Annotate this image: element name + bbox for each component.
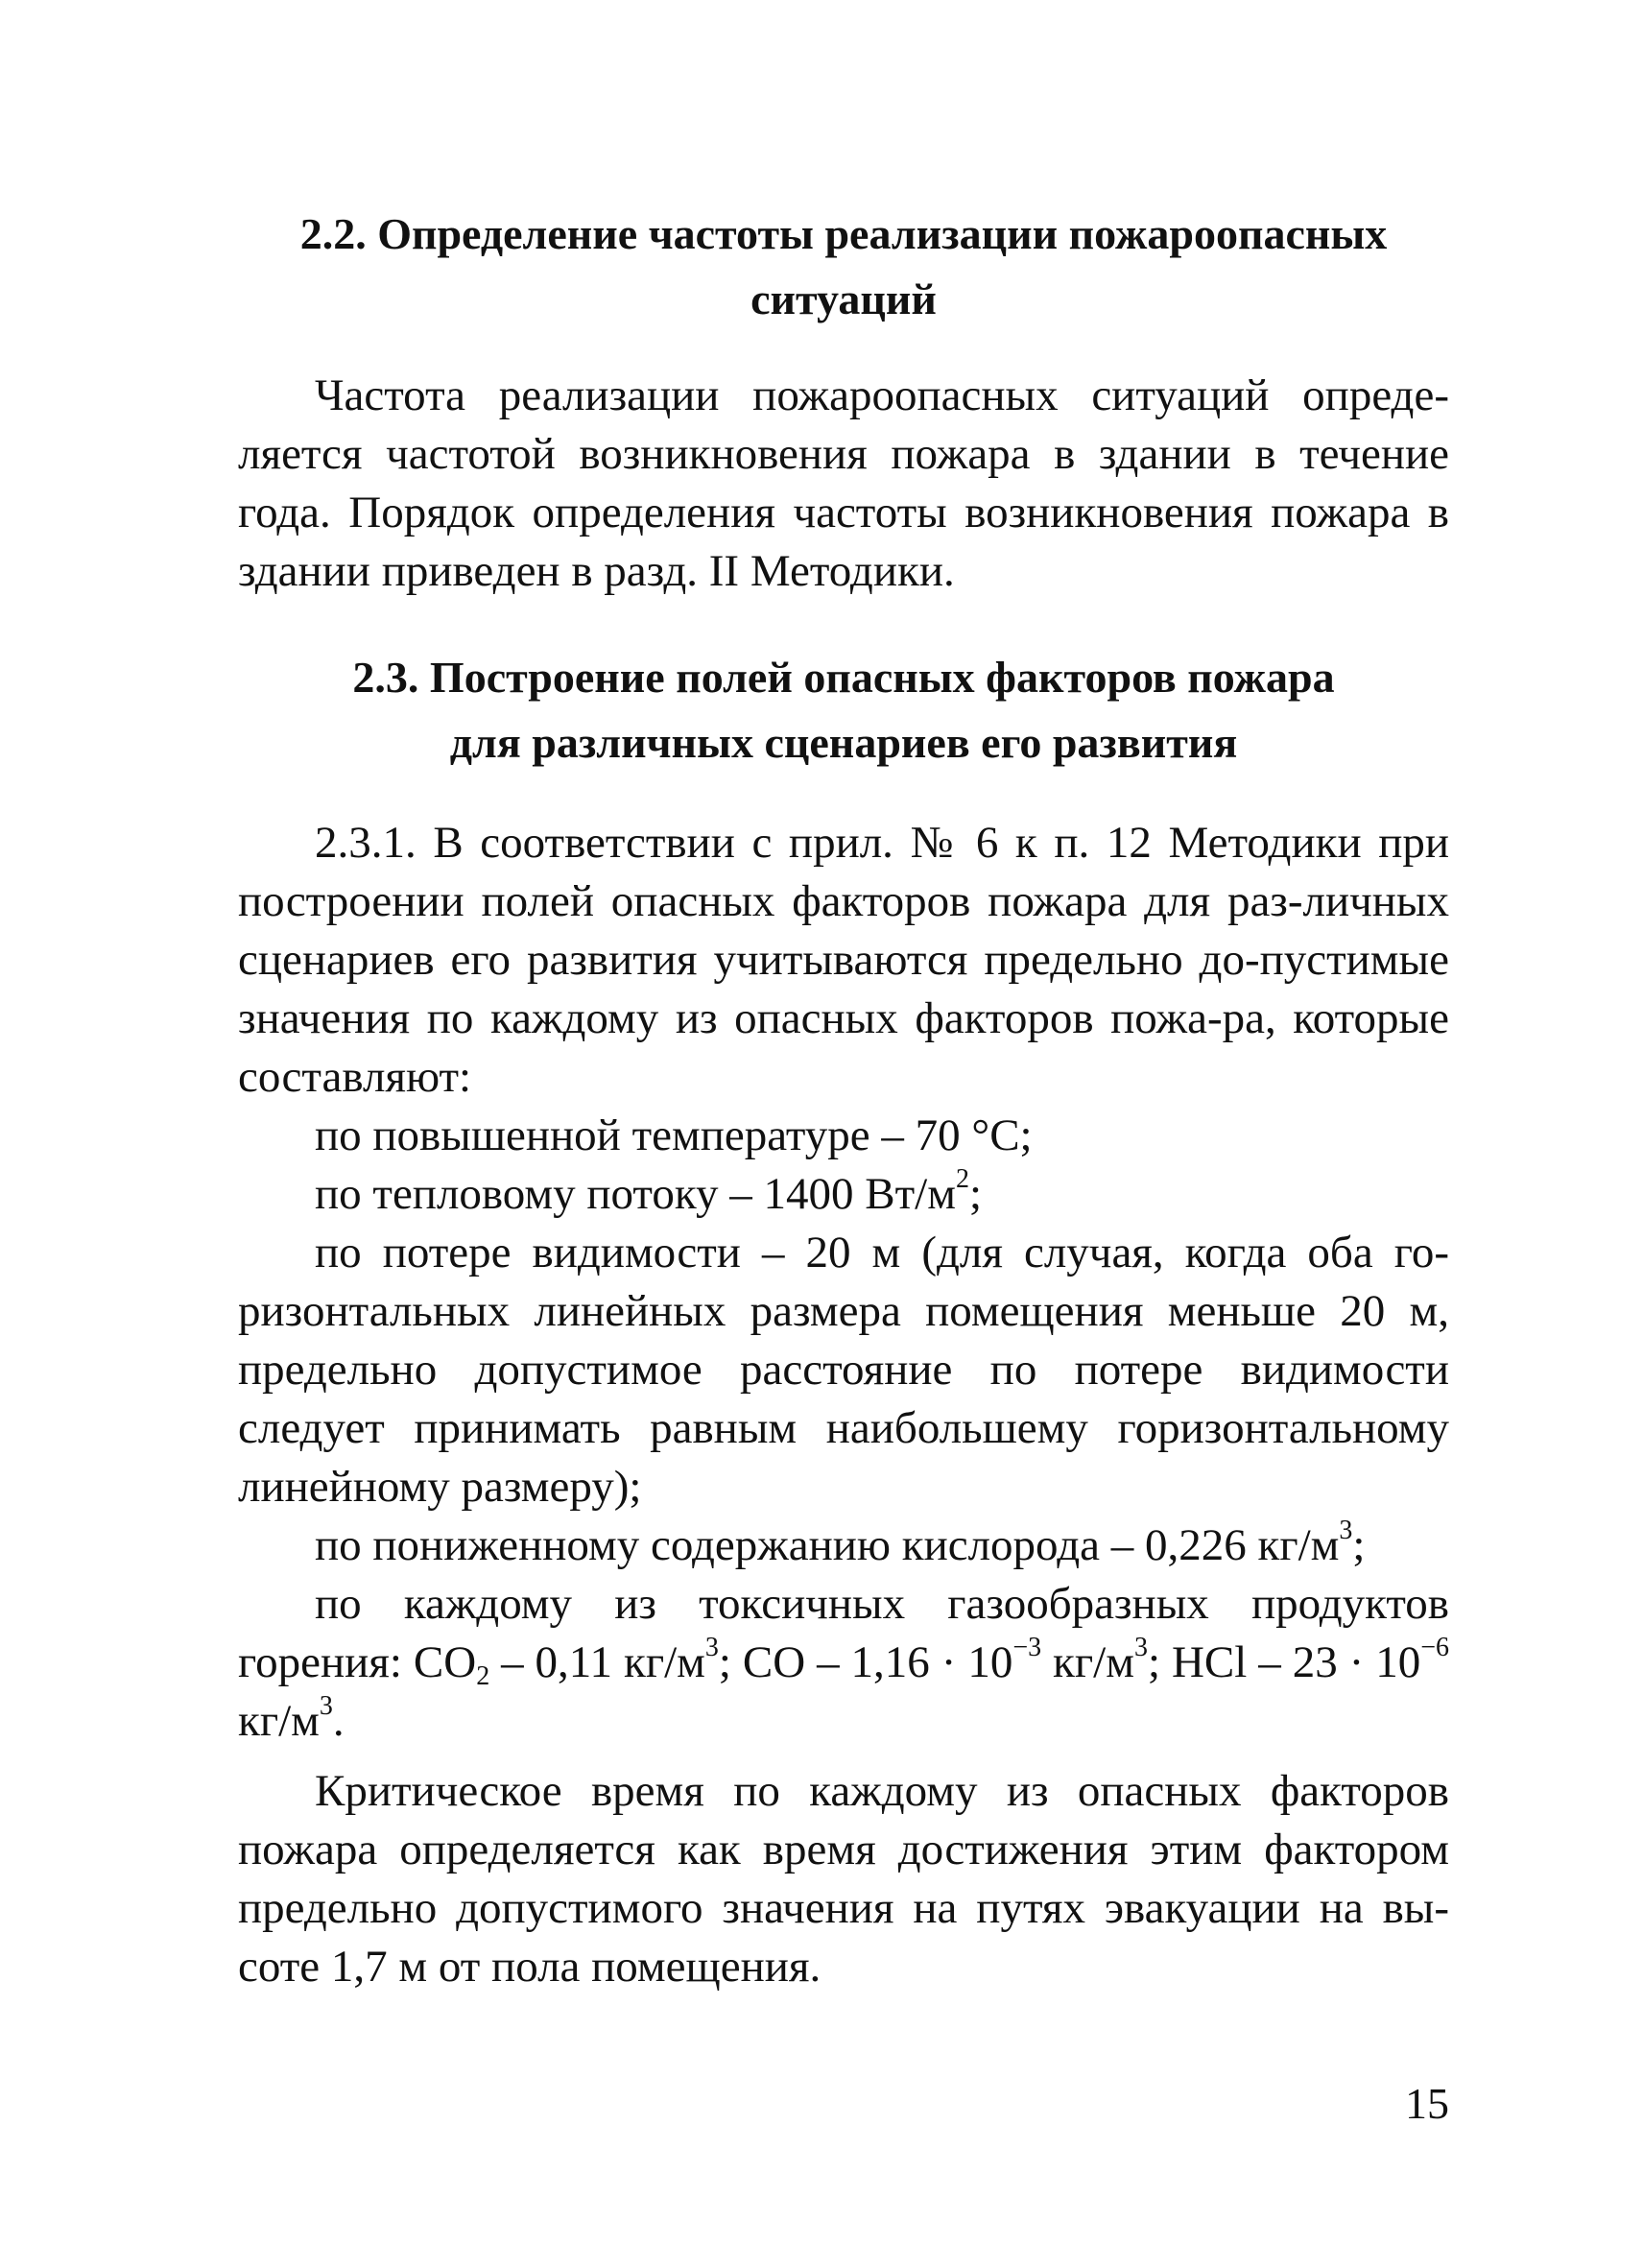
document-page [238, 182, 1449, 1996]
oxygen-text: по пониженному содержанию кислорода – 0,226 кг/м [315, 1520, 1340, 1570]
hcl-power: −6 [1420, 1633, 1450, 1662]
limit-visibility: по потере видимости – 20 м (для случая, когда оба го-ризонтальных линейных размера помещения меньше 20 м, предельно допустимое расстояние по потере видимости следует принимать равным наибольшему горизонтальному линейному размеру); [238, 1228, 1449, 1512]
hcl-value: ; HCl – 23 · 10 [1147, 1637, 1421, 1687]
hcl-unit-exponent: 3 [319, 1691, 333, 1721]
section-2-3-heading-line1: 2.3. Построение полей опасных факторов пожара [352, 653, 1335, 702]
section-2-2-paragraph: Частота реализации пожароопасных ситуаций опреде-ляется частотой возникновения пожара в здании в течение года. Порядок определения частоты возникновения пожара в здании приведен в разд. II Методики. [238, 370, 1449, 596]
heat-flux-end: ; [968, 1169, 982, 1219]
heat-flux-exponent: 2 [955, 1164, 969, 1194]
limit-temperature: по повышенной температуре – 70 °С; [315, 1110, 1033, 1160]
section-2-3-heading-line2: для различных сценариев его развития [449, 718, 1238, 767]
co2-value: – 0,11 кг/м [489, 1637, 705, 1687]
co-value: ; СО – 1,16 · 10 [718, 1637, 1013, 1687]
section-2-2-heading: 2.2. Определение частоты реализации пожароопасных ситуаций [299, 209, 1388, 323]
heat-flux-text: по тепловому потоку – 1400 Вт/м [315, 1169, 956, 1219]
co-unit-exponent: 3 [1133, 1633, 1148, 1662]
hcl-end: . [332, 1696, 345, 1746]
page-number: 15 [1405, 2079, 1449, 2128]
limit-heat-flux [238, 1165, 1449, 1224]
section-2-3-heading [238, 645, 1449, 776]
limit-toxic-products [238, 1575, 1449, 1751]
toxic-intro: по каждому из токсичных газообразных продуктов горения: СО [238, 1579, 1449, 1687]
co2-subscript: 2 [476, 1661, 490, 1691]
limit-oxygen [238, 1516, 1449, 1575]
oxygen-end: ; [1352, 1520, 1366, 1570]
co-power: −3 [1012, 1633, 1042, 1662]
hcl-unit: кг/м [238, 1696, 320, 1746]
section-2-3-1-intro: 2.3.1. В соответствии с прил. № 6 к п. 12 Методики при построении полей опасных факторов пожара для раз-личных сценариев его развития учитываются предельно до-пустимые значения по каждому из опасных факторов пожа-ра, которые составляют: [238, 818, 1449, 1102]
critical-time-paragraph: Критическое время по каждому из опасных факторов пожара определяется как время достижения этим фактором предельно допустимого значения на путях эвакуации на вы-соте 1,7 м от пола помещения. [238, 1766, 1449, 1992]
co2-unit-exponent: 3 [704, 1633, 719, 1662]
co-unit: кг/м [1041, 1637, 1134, 1687]
oxygen-exponent: 3 [1339, 1516, 1353, 1545]
